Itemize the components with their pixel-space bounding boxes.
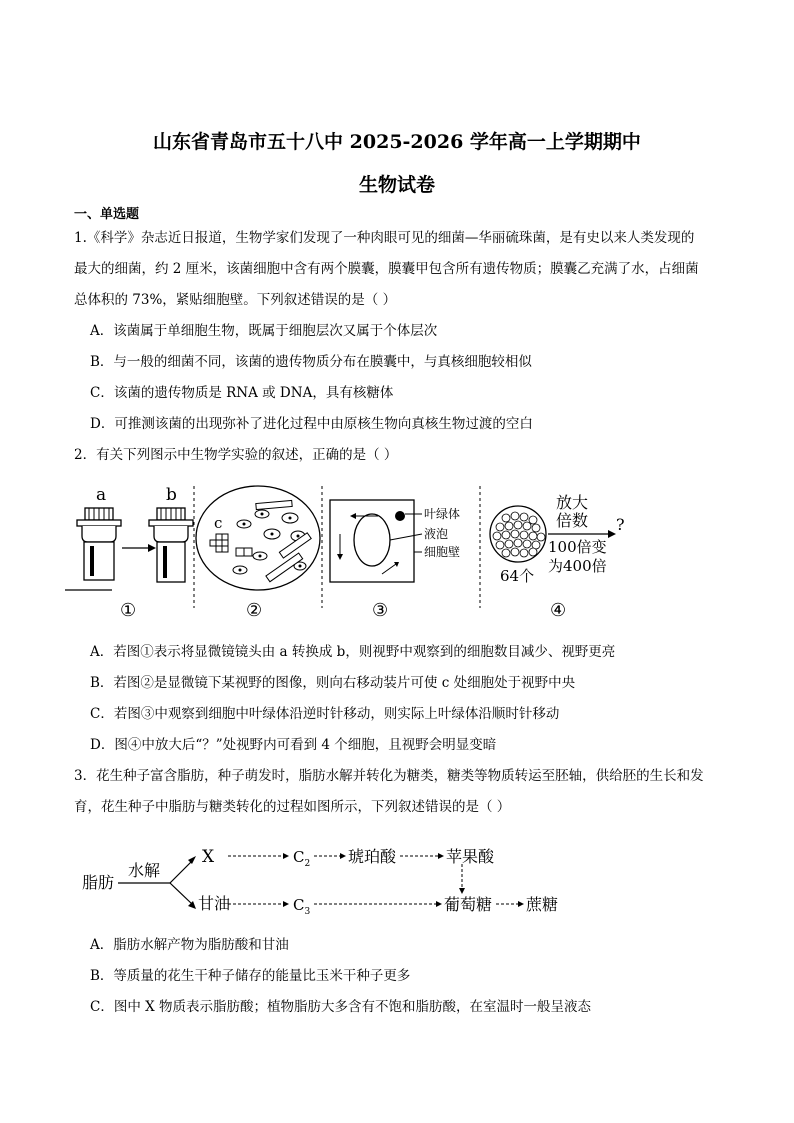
lens-a-icon	[77, 508, 121, 580]
sucrose-label: 蔗糖	[526, 895, 559, 914]
q2-stem: 2．有关下列图示中生物学实验的叙述，正确的是（ ）	[74, 447, 398, 463]
x-label: X	[202, 847, 215, 867]
q2-option-b: B．若图②是显微镜下某视野的图像，则向右移动装片可使 c 处细胞处于视野中央	[90, 675, 576, 691]
q1-option-d: D．可推测该菌的出现弥补了进化过程中由原核生物向真核生物过渡的空白	[90, 416, 533, 432]
hydrolysis-label: 水解	[128, 861, 161, 880]
malate-label: 苹果酸	[446, 847, 495, 866]
panel-1-lenses	[65, 485, 193, 621]
vacuole-label: 液泡	[424, 527, 449, 541]
q1-stem-line-1: 1.《科学》杂志近日报道，生物学家们发现了一种肉眼可见的细菌—华丽硫珠菌，是有史以来人类发现的	[74, 230, 695, 246]
q2-figure	[60, 478, 740, 628]
q1-stem-line-2: 最大的细菌，约 2 厘米，该菌细胞中含有两个膜囊，膜囊甲包含所有遗传物质；膜囊乙充满了水，占细菌	[74, 261, 699, 277]
q3-stem-line-2: 育，花生种子中脂肪与糖类转化的过程如图所示，下列叙述错误的是（ ）	[74, 799, 511, 815]
c3-label: $C_3$	[293, 896, 311, 917]
lens-b-label: b	[166, 485, 177, 505]
mag-line-4: 为400倍	[548, 557, 607, 575]
glucose-label: 葡萄糖	[444, 895, 493, 914]
panel-3-label: ③	[372, 600, 389, 621]
exam-subtitle: 生物试卷	[358, 174, 435, 196]
exam-title: 山东省青岛市五十八中 2025-2026 学年高一上学期期中	[153, 131, 641, 153]
chloroplast-label: 叶绿体	[424, 507, 461, 521]
lens-b-icon	[149, 508, 193, 582]
question-mark: ?	[616, 515, 625, 534]
q1-option-a: A．该菌属于单细胞生物，既属于细胞层次又属于个体层次	[90, 323, 438, 339]
q3-stem-line-1: 3．花生种子富含脂肪，种子萌发时，脂肪水解并转化为糖类，糖类等物质转运至胚轴，供给胚的生长和发	[74, 768, 704, 784]
q1-option-c: C．该菌的遗传物质是 RNA 或 DNA，具有核糖体	[90, 385, 394, 401]
succinate-label: 琥珀酸	[348, 847, 397, 866]
fat-label: 脂肪	[82, 873, 115, 892]
c2-label: $C_2$	[293, 848, 311, 869]
panel-4-magnify	[490, 493, 625, 621]
cellwall-label: 细胞壁	[424, 545, 461, 559]
panel-3-cell	[330, 500, 460, 621]
q2-option-c: C．若图③中观察到细胞中叶绿体沿逆时针移动，则实际上叶绿体沿顺时针移动	[90, 706, 560, 722]
q2-option-d: D．图④中放大后“？”处视野内可看到 4 个细胞，且视野会明显变暗	[90, 737, 497, 753]
q3-option-b: B．等质量的花生干种子储存的能量比玉米干种子更多	[90, 968, 411, 984]
cell-count-label: 64个	[500, 567, 535, 585]
q3-option-c: C．图中 X 物质表示脂肪酸；植物脂肪大多含有不饱和脂肪酸，在室温时一般呈液态	[90, 999, 592, 1015]
panel-2-field	[196, 486, 320, 621]
q3-diagram	[78, 836, 578, 926]
lens-a-label: a	[96, 485, 107, 505]
q2-option-a: A．若图①表示将显微镜镜头由 a 转换成 b，则视野中观察到的细胞数目减少、视野更亮	[90, 644, 616, 660]
cell-c-label: c	[214, 514, 223, 532]
panel-2-label: ②	[246, 600, 263, 621]
mag-line-1: 放大	[556, 493, 589, 512]
q1-option-b: B．与一般的细菌不同，该菌的遗传物质分布在膜囊中，与真核细胞较相似	[90, 354, 532, 370]
q3-option-a: A．脂肪水解产物为脂肪酸和甘油	[90, 937, 289, 953]
mag-line-3: 100倍变	[548, 538, 607, 556]
mag-line-2: 倍数	[556, 511, 589, 530]
q1-stem-line-3: 总体积的 73%，紧贴细胞壁。下列叙述错误的是（ ）	[74, 292, 397, 308]
glycerol-label: 甘油	[198, 894, 231, 913]
panel-1-label: ①	[120, 600, 137, 621]
section-heading: 一、单选题	[74, 207, 140, 222]
panel-4-label: ④	[550, 600, 567, 621]
